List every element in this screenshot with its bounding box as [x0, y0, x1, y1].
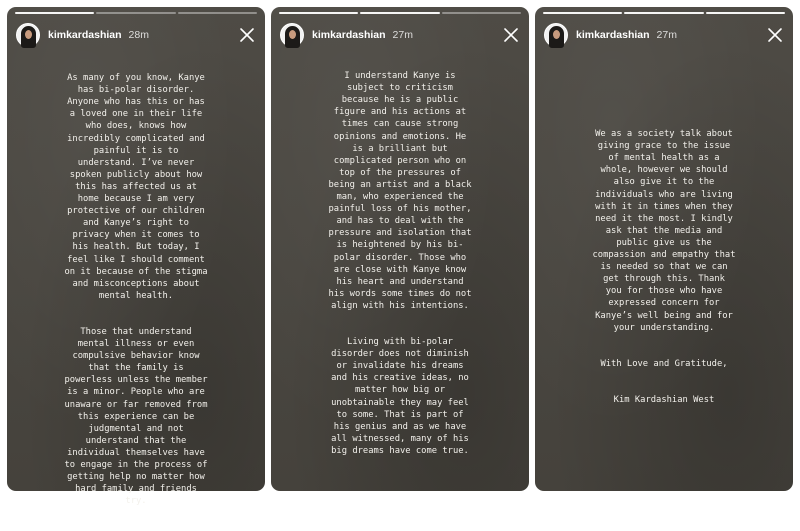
progress-segment [279, 12, 358, 14]
progress-segment [442, 12, 521, 14]
story-paragraph: Kim Kardashian West [613, 394, 715, 405]
story-progress-bar [543, 12, 785, 14]
story-progress-bar [15, 12, 257, 14]
username[interactable]: kimkardashian [48, 29, 122, 41]
avatar[interactable] [280, 23, 304, 47]
progress-segment [360, 12, 439, 14]
progress-segment [96, 12, 175, 14]
story-panel-3[interactable] [535, 7, 793, 491]
progress-segment [178, 12, 257, 14]
story-paragraph: Those that understand mental illness or even compulsive behavior know that the family is powerless unless the member is a minor. People who are unaware or far removed from this experience can be judgmental and not understand that the individual themselves have to engage in the process of getting help no matter how hard family and friends try. [64, 326, 208, 507]
timestamp: 27m [656, 29, 677, 41]
story-paragraph: I understand Kanye is subject to criticism because he is a public figure and his actions at times can cause strong opinions and emotions. He is a brilliant but complicated person who on top of the pressures of being an artist and a black man, who experienced the painful loss of his mother, and has to deal with the pressure and isolation that is heightened by his bi- polar disorder. Those who are close with Kanye know his heart and understand his words some times do not align with his intentions. [328, 71, 472, 311]
username[interactable]: kimkardashian [576, 29, 650, 41]
story-paragraph: We as a society talk about giving grace to the issue of mental health as a whole, however we should also give it to the individuals who are living with it in times when they need it the most. I kindly ask that the media and public give us the compassion and empathy that is needed so that we can get through this. Thank you for those who have expressed concern for Kanye’s well being and for your understanding. [592, 129, 736, 333]
timestamp: 28m [128, 29, 149, 41]
story-text [287, 58, 513, 481]
story-text [551, 116, 777, 430]
story-progress-bar [279, 12, 521, 14]
story-panel-1[interactable] [7, 7, 265, 507]
story-paragraph: As many of you know, Kanye has bi-polar disorder. Anyone who has this or has a loved one in their life who does, knows how incredibly complicated and painful it is to understand. I’ve never spoken publicly about how this has affected us at home because I am very protective of our children and Kanye’s right to privacy when it comes to his health. But today, I feel like I should comment on it because of the stigma and misconceptions about mental health. [64, 73, 208, 301]
progress-segment [543, 12, 622, 14]
story-header [16, 22, 256, 48]
avatar[interactable] [544, 23, 568, 47]
close-icon[interactable] [238, 26, 256, 44]
progress-segment [624, 12, 703, 14]
story-header [280, 22, 520, 48]
avatar[interactable] [16, 23, 40, 47]
progress-segment [15, 12, 94, 14]
close-icon[interactable] [502, 26, 520, 44]
progress-segment [706, 12, 785, 14]
username[interactable]: kimkardashian [312, 29, 386, 41]
story-text [23, 60, 249, 531]
story-header [544, 22, 784, 48]
story-paragraph: With Love and Gratitude, [600, 358, 728, 369]
story-panel-2[interactable] [271, 7, 529, 491]
close-icon[interactable] [766, 26, 784, 44]
story-paragraph: Living with bi-polar disorder does not diminish or invalidate his dreams and his creative ideas, no matter how big or unobtainable they may feel to some. That is part of his genius and as we have all witnessed, many of his big dreams have come true. [331, 337, 469, 456]
timestamp: 27m [392, 29, 413, 41]
